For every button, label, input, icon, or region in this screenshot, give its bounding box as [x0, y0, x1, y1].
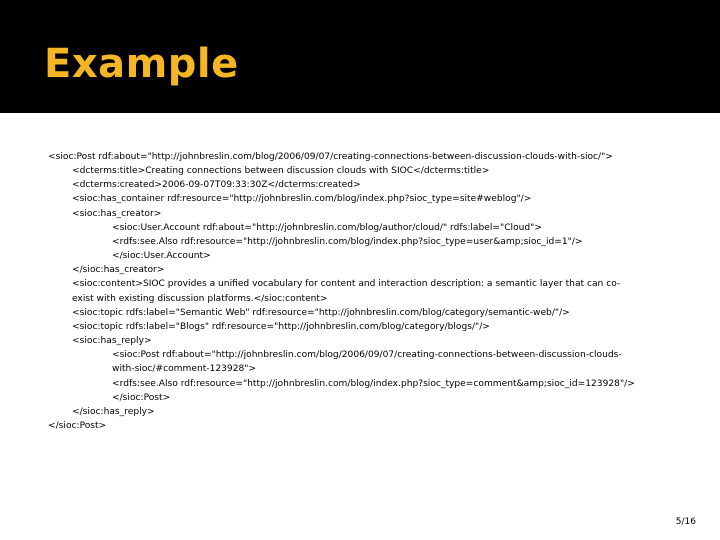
code-line: <rdfs:see.Also rdf:resource="http://johnbreslin.com/blog/index.php?sioc_type=user&amp;sioc_id=1"/> — [112, 236, 583, 247]
code-line: </sioc:User.Account> — [112, 251, 211, 262]
code-line: </sioc:Post> — [48, 420, 107, 431]
code-line: <sioc:topic rdfs:label="Semantic Web" rdf:resource="http://johnbreslin.com/blog/category/semantic-web/"/> — [72, 307, 570, 318]
code-line: <sioc:User.Account rdf:about="http://johnbreslin.com/blog/author/cloud/" rdfs:label="Cloud"> — [112, 222, 542, 233]
code-line: <dcterms:created>2006-09-07T09:33:30Z</dcterms:created> — [72, 180, 361, 191]
code-line: </sioc:Post> — [112, 392, 171, 403]
code-line: <sioc:Post rdf:about="http://johnbreslin.com/blog/2006/09/07/creating-connections-between-discussion-clouds-with-sioc/"> — [48, 152, 613, 162]
code-line: <sioc:Post rdf:about="http://johnbreslin.com/blog/2006/09/07/creating-connections-between-discussion-clouds- — [112, 350, 622, 361]
code-line: <sioc:has_container rdf:resource="http://johnbreslin.com/blog/index.php?sioc_type=site#weblog"/> — [72, 194, 532, 205]
code-line: <sioc:topic rdfs:label="Blogs" rdf:resource="http://johnbreslin.com/blog/category/blogs/"/> — [72, 321, 490, 332]
code-line: <sioc:has_creator> — [72, 208, 162, 219]
page-number: 5/16 — [675, 517, 696, 527]
code-line: </sioc:has_creator> — [72, 265, 165, 276]
rdf-code-block — [48, 150, 688, 433]
slide-title: Example — [44, 41, 239, 87]
title-bar — [0, 0, 720, 113]
code-line: <rdfs:see.Also rdf:resource="http://johnbreslin.com/blog/index.php?sioc_type=comment&amp;sioc_id=123928"/> — [112, 378, 635, 389]
code-line: with-sioc/#comment-123928"> — [112, 364, 257, 375]
code-line: <sioc:has_reply> — [72, 336, 152, 347]
code-line: <dcterms:title>Creating connections between discussion clouds with SIOC</dcterms:title> — [72, 166, 490, 177]
code-line: </sioc:has_reply> — [72, 406, 155, 417]
code-line: exist with existing discussion platforms.</sioc:content> — [72, 293, 328, 304]
code-line: <sioc:content>SIOC provides a unified vocabulary for content and interaction description: a semantic layer that can co- — [72, 279, 621, 290]
